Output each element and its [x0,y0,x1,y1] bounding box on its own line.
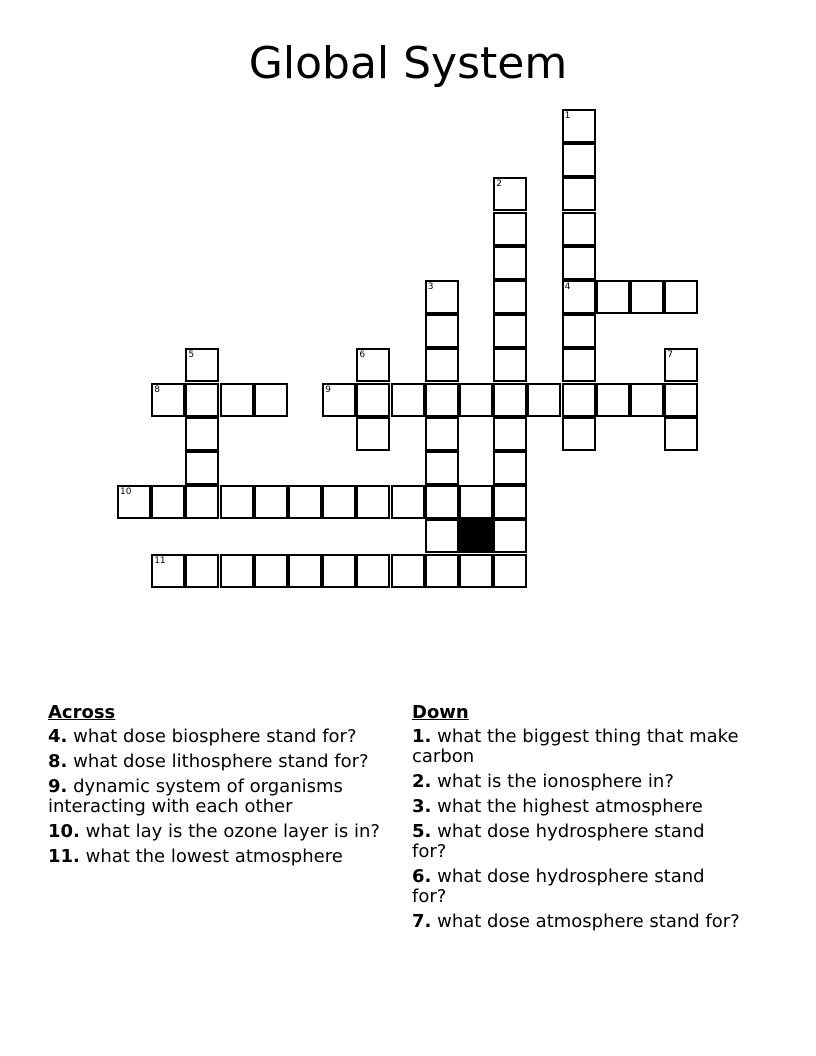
grid-cell[interactable] [493,212,527,246]
grid-cell[interactable] [254,485,288,519]
clue-number: 2. [412,771,432,792]
clue-number: 5 [188,350,195,361]
clue-number: 10 [120,487,132,498]
grid-cell[interactable] [288,554,322,588]
grid-cell[interactable] [562,212,596,246]
grid-cell[interactable] [562,314,596,348]
grid-cell[interactable] [254,554,288,588]
grid-cell[interactable] [562,383,596,417]
clue-text: what dose hydrosphere stand for? [412,866,705,907]
clue-number: 3. [412,796,432,817]
clue-number: 2 [496,179,502,190]
down-clue [412,797,742,817]
clue-number: 8 [154,384,160,395]
clue-text: what is the ionosphere in? [437,771,674,792]
grid-cell[interactable] [562,417,596,451]
grid-cell[interactable] [493,280,527,314]
grid-cell[interactable] [220,554,254,588]
grid-cell[interactable] [151,554,185,588]
grid-cell[interactable] [117,485,151,519]
clue-number: 3 [427,282,434,292]
across-clue [48,777,393,817]
clue-text: what the highest atmosphere [437,796,703,817]
puzzle-title: Global System [248,38,568,89]
grid-cell[interactable] [493,177,527,211]
grid-cell[interactable] [391,485,425,519]
clue-number: 8. [48,751,68,772]
clue-number: 11. [48,846,80,867]
grid-cell[interactable] [527,383,561,417]
clue-text: what dose lithosphere stand for? [73,751,369,772]
grid-cell[interactable] [185,451,219,485]
grid-cell[interactable] [322,554,356,588]
down-clues [412,703,742,937]
grid-cell[interactable] [322,485,356,519]
grid-cell[interactable] [220,383,254,417]
clue-number: 9 [325,384,331,395]
grid-cell[interactable] [185,383,219,417]
grid-cell[interactable] [185,554,219,588]
grid-cell[interactable] [425,383,459,417]
grid-cell[interactable] [493,519,527,553]
clue-text: what dose biosphere stand for? [73,726,357,747]
clue-number: 11 [154,555,166,566]
grid-cell[interactable] [562,246,596,280]
grid-cell[interactable] [630,280,664,314]
grid-cell[interactable] [356,554,390,588]
grid-cell[interactable] [220,485,254,519]
grid-cell[interactable] [596,383,630,417]
grid-cell[interactable] [425,451,459,485]
clue-number: 6 [359,350,366,361]
grid-cell[interactable] [562,348,596,382]
clue-number: 5. [412,821,432,842]
across-clue [48,822,393,842]
clue-text: what the biggest thing that make carbon [412,726,739,767]
grid-cell[interactable] [425,280,459,314]
down-clue [412,912,742,932]
grid-cell[interactable] [151,383,185,417]
clue-number: 10. [48,821,80,842]
clue-number: 7. [412,911,432,932]
grid-cell[interactable] [151,485,185,519]
grid-cell[interactable] [425,485,459,519]
grid-cell[interactable] [185,348,219,382]
down-clue [412,772,742,792]
clue-number: 1. [412,726,432,747]
grid-cell[interactable] [493,417,527,451]
across-clue [48,752,393,772]
clue-number: 9. [48,776,68,797]
grid-cell[interactable] [596,280,630,314]
down-clue [412,727,742,767]
clue-text: what the lowest atmosphere [85,846,343,867]
grid-cell[interactable] [493,246,527,280]
grid-cell[interactable] [493,485,527,519]
grid-cell[interactable] [185,485,219,519]
clue-number: 4 [564,282,571,292]
clue-text: what lay is the ozone layer is in? [85,821,380,842]
grid-cell[interactable] [493,314,527,348]
grid-cell[interactable] [493,554,527,588]
grid-cell[interactable] [425,314,459,348]
grid-cell[interactable] [562,109,596,143]
grid-cell[interactable] [562,143,596,177]
clue-number: 4. [48,726,68,747]
grid-cell[interactable] [391,383,425,417]
grid-cell[interactable] [425,417,459,451]
grid-cell[interactable] [356,348,390,382]
grid-cell[interactable] [356,383,390,417]
grid-cell[interactable] [391,554,425,588]
grid-cell[interactable] [356,485,390,519]
grid-cell[interactable] [185,417,219,451]
clue-text: what dose hydrosphere stand for? [412,821,705,862]
black-cell [459,519,493,553]
clue-text: what dose atmosphere stand for? [437,911,740,932]
grid-cell[interactable] [425,554,459,588]
clue-number: 1 [564,111,571,121]
across-clues [48,703,393,872]
grid-cell[interactable] [493,451,527,485]
across-heading: Across [48,702,116,723]
grid-cell[interactable] [356,417,390,451]
clue-number: 6. [412,866,432,887]
grid-cell[interactable] [459,554,493,588]
grid-cell[interactable] [459,485,493,519]
grid-cell[interactable] [664,383,698,417]
grid-cell[interactable] [664,348,698,382]
grid-cell[interactable] [562,280,596,314]
grid-cell[interactable] [664,417,698,451]
down-clue [412,867,742,907]
grid-cell[interactable] [493,348,527,382]
grid-cell[interactable] [254,383,288,417]
across-clue [48,847,393,867]
grid-cell[interactable] [664,280,698,314]
grid-cell[interactable] [630,383,664,417]
down-clue [412,822,742,862]
grid-cell[interactable] [288,485,322,519]
down-heading: Down [412,702,469,723]
grid-cell[interactable] [425,348,459,382]
grid-cell[interactable] [425,519,459,553]
grid-cell[interactable] [322,383,356,417]
grid-cell[interactable] [459,383,493,417]
clue-number: 7 [667,350,673,361]
grid-cell[interactable] [493,383,527,417]
clue-text: dynamic system of organisms interacting with each other [48,776,343,817]
across-clue [48,727,393,747]
grid-cell[interactable] [562,177,596,211]
